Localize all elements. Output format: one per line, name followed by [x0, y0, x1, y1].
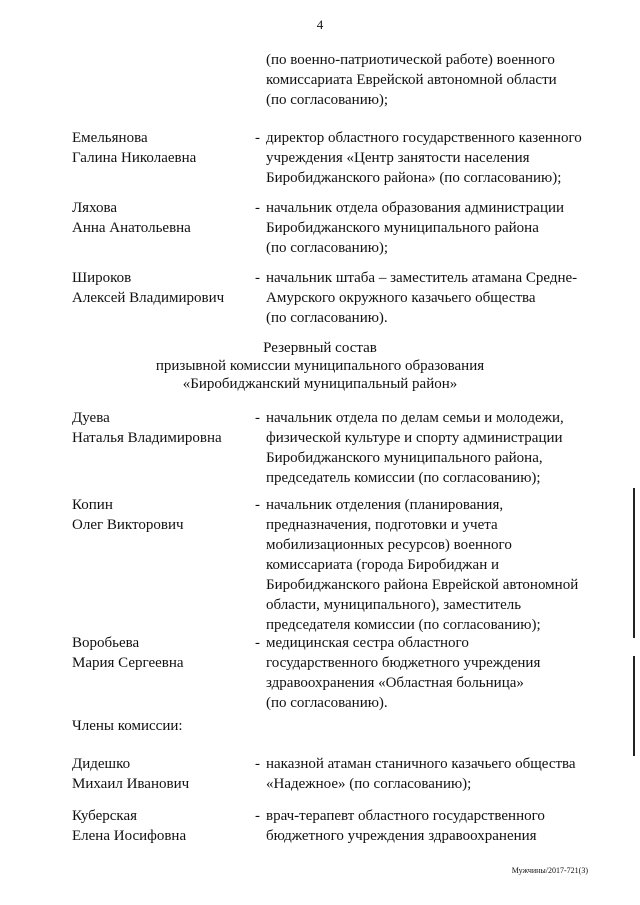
- position-line: Биробиджанского района» (по согласованию);: [266, 170, 562, 186]
- page-number: 4: [316, 17, 324, 32]
- position-line: мобилизационных ресурсов) военного: [266, 537, 512, 553]
- position-line: (по согласованию);: [266, 240, 389, 256]
- position-line: (по согласованию).: [266, 695, 388, 711]
- position-line: учреждения «Центр занятости населения: [266, 150, 530, 166]
- person-given-names: Анна Анатольевна: [72, 220, 191, 236]
- person-surname: Широков: [72, 270, 132, 286]
- entry-dash: -: [255, 808, 260, 824]
- members-label: Члены комиссии:: [72, 718, 183, 734]
- section-heading: призывной комиссии муниципального образования: [155, 358, 485, 374]
- position-line: начальник отделения (планирования,: [266, 497, 504, 513]
- entry-dash: -: [255, 200, 260, 216]
- person-surname: Дуева: [72, 410, 110, 426]
- entry-dash: -: [255, 756, 260, 772]
- person-given-names: Мария Сергеевна: [72, 655, 184, 671]
- position-line: начальник штаба – заместитель атамана Средне-: [266, 270, 578, 286]
- position-line: области, муниципального), заместитель: [266, 597, 522, 613]
- position-line: бюджетного учреждения здравоохранения: [266, 828, 537, 844]
- person-surname: Куберская: [72, 808, 138, 824]
- person-given-names: Михаил Иванович: [72, 776, 190, 792]
- position-line: (по согласованию).: [266, 310, 388, 326]
- person-surname: Емельянова: [72, 130, 148, 146]
- position-line: председатель комиссии (по согласованию);: [266, 470, 541, 486]
- position-line: наказной атаман станичного казачьего общества: [266, 756, 576, 772]
- person-given-names: Наталья Владимировна: [72, 430, 222, 446]
- position-line: предназначения, подготовки и учета: [266, 517, 498, 533]
- entry-dash: -: [255, 410, 260, 426]
- person-given-names: Галина Николаевна: [72, 150, 197, 166]
- section-heading: «Биробиджанский муниципальный район»: [182, 376, 458, 392]
- position-line: Амурского окружного казачьего общества: [266, 290, 536, 306]
- footer-code: Мужчины/2017-721(3): [511, 866, 588, 875]
- position-line: директор областного государственного казенного: [266, 130, 582, 146]
- position-line: комиссариата (города Биробиджан и: [266, 557, 499, 573]
- position-line: начальник отдела по делам семьи и молодежи,: [266, 410, 564, 426]
- person-surname: Воробьева: [72, 635, 140, 651]
- entry-dash: -: [255, 130, 260, 146]
- person-given-names: Алексей Владимирович: [72, 290, 225, 306]
- entry-dash: -: [255, 270, 260, 286]
- entry-dash: -: [255, 497, 260, 513]
- position-line: физической культуре и спорту администрации: [266, 430, 563, 446]
- person-given-names: Олег Викторович: [72, 517, 184, 533]
- position-line: «Надежное» (по согласованию);: [266, 776, 472, 792]
- person-surname: Копин: [72, 497, 113, 513]
- position-line: Биробиджанского района Еврейской автономной: [266, 577, 579, 593]
- scan-edge-line: [633, 656, 635, 756]
- person-surname: Дидешко: [72, 756, 131, 772]
- scan-edge-line: [633, 488, 635, 638]
- position-line: здравоохранения «Областная больница»: [266, 675, 524, 691]
- person-given-names: Елена Иосифовна: [72, 828, 187, 844]
- entry-dash: -: [255, 635, 260, 651]
- section-heading: Резервный состав: [263, 340, 377, 356]
- continuation-line: (по согласованию);: [266, 92, 389, 108]
- position-line: государственного бюджетного учреждения: [266, 655, 541, 671]
- continuation-line: (по военно-патриотической работе) военного: [266, 52, 555, 68]
- position-line: начальник отдела образования администрации: [266, 200, 565, 216]
- position-line: Биробиджанского муниципального района,: [266, 450, 543, 466]
- position-line: медицинская сестра областного: [266, 635, 469, 651]
- position-line: Биробиджанского муниципального района: [266, 220, 539, 236]
- continuation-line: комиссариата Еврейской автономной области: [266, 72, 557, 88]
- person-surname: Ляхова: [72, 200, 118, 216]
- position-line: председателя комиссии (по согласованию);: [266, 617, 541, 633]
- position-line: врач-терапевт областного государственного: [266, 808, 545, 824]
